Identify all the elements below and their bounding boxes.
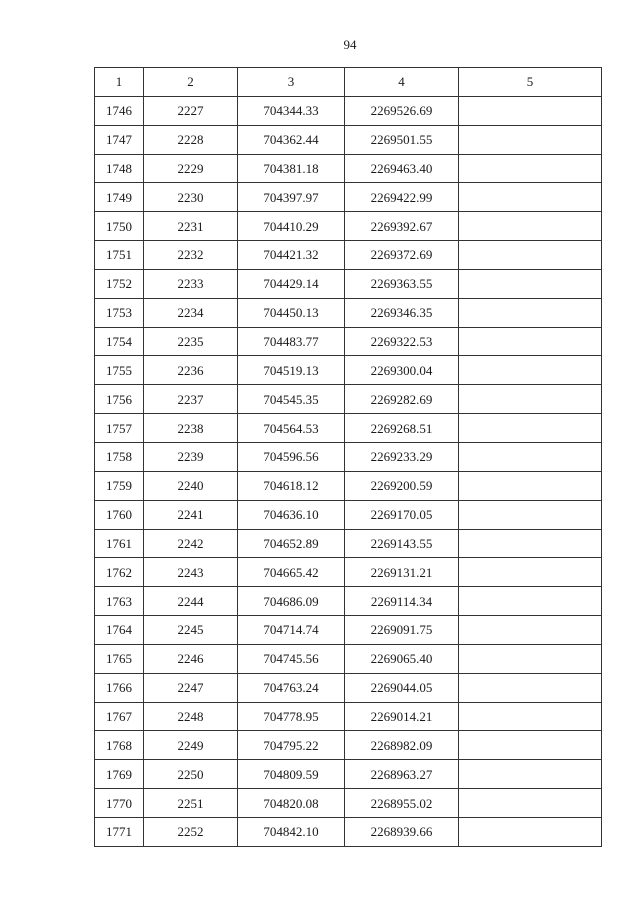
table-cell: 2229 xyxy=(144,154,238,183)
table-cell: 704397.97 xyxy=(238,183,345,212)
table-cell: 1757 xyxy=(95,414,144,443)
table-cell: 1769 xyxy=(95,760,144,789)
table-cell: 2250 xyxy=(144,760,238,789)
table-row xyxy=(95,587,602,616)
table-cell: 1750 xyxy=(95,212,144,241)
table-cell: 2269363.55 xyxy=(345,269,459,298)
table-body xyxy=(95,96,602,846)
table-row xyxy=(95,298,602,327)
table-cell xyxy=(459,644,602,673)
table-cell: 704564.53 xyxy=(238,414,345,443)
table-cell: 1746 xyxy=(95,96,144,125)
table-cell xyxy=(459,96,602,125)
table-row xyxy=(95,212,602,241)
table-cell: 2228 xyxy=(144,125,238,154)
table-cell: 2269014.21 xyxy=(345,702,459,731)
table-row xyxy=(95,673,602,702)
table-row xyxy=(95,500,602,529)
table-cell: 704429.14 xyxy=(238,269,345,298)
table-row xyxy=(95,327,602,356)
table-cell: 1766 xyxy=(95,673,144,702)
table-cell: 1767 xyxy=(95,702,144,731)
table-cell: 1765 xyxy=(95,644,144,673)
table-cell: 2269044.05 xyxy=(345,673,459,702)
table-cell: 2248 xyxy=(144,702,238,731)
table-row xyxy=(95,644,602,673)
table-row xyxy=(95,442,602,471)
table-cell xyxy=(459,241,602,270)
table-cell: 2269268.51 xyxy=(345,414,459,443)
table-cell: 2236 xyxy=(144,356,238,385)
table-cell: 1754 xyxy=(95,327,144,356)
table-cell xyxy=(459,702,602,731)
column-header: 4 xyxy=(345,68,459,97)
table-row xyxy=(95,414,602,443)
table-cell: 704362.44 xyxy=(238,125,345,154)
table-cell: 2269322.53 xyxy=(345,327,459,356)
table-cell xyxy=(459,298,602,327)
table-cell: 2269422.99 xyxy=(345,183,459,212)
table-cell: 704686.09 xyxy=(238,587,345,616)
table-cell: 2243 xyxy=(144,558,238,587)
table-cell: 2269300.04 xyxy=(345,356,459,385)
table-cell: 2269200.59 xyxy=(345,471,459,500)
table-cell: 2238 xyxy=(144,414,238,443)
table-cell: 704809.59 xyxy=(238,760,345,789)
table-cell: 2269065.40 xyxy=(345,644,459,673)
column-header: 5 xyxy=(459,68,602,97)
table-cell: 704842.10 xyxy=(238,817,345,846)
table-cell: 1748 xyxy=(95,154,144,183)
table-cell: 704745.56 xyxy=(238,644,345,673)
table-cell: 1752 xyxy=(95,269,144,298)
table-cell: 704636.10 xyxy=(238,500,345,529)
table-cell xyxy=(459,356,602,385)
table-cell: 2237 xyxy=(144,385,238,414)
table-cell: 704795.22 xyxy=(238,731,345,760)
table-cell: 704763.24 xyxy=(238,673,345,702)
table-cell xyxy=(459,385,602,414)
table-cell: 704652.89 xyxy=(238,529,345,558)
table-row xyxy=(95,385,602,414)
table-cell: 704519.13 xyxy=(238,356,345,385)
table-cell: 704820.08 xyxy=(238,789,345,818)
table-header-row xyxy=(95,68,602,97)
table-cell: 1763 xyxy=(95,587,144,616)
table-row xyxy=(95,760,602,789)
table-row xyxy=(95,558,602,587)
table-cell: 704714.74 xyxy=(238,616,345,645)
table-cell: 2241 xyxy=(144,500,238,529)
table-cell: 1747 xyxy=(95,125,144,154)
table-cell xyxy=(459,327,602,356)
table-cell: 2239 xyxy=(144,442,238,471)
table-cell xyxy=(459,154,602,183)
table-cell: 2269463.40 xyxy=(345,154,459,183)
table-cell: 1759 xyxy=(95,471,144,500)
table-cell: 1761 xyxy=(95,529,144,558)
table-cell: 704665.42 xyxy=(238,558,345,587)
table-cell: 2249 xyxy=(144,731,238,760)
table-cell xyxy=(459,587,602,616)
table-cell: 704421.32 xyxy=(238,241,345,270)
table-cell: 704483.77 xyxy=(238,327,345,356)
table-cell: 704410.29 xyxy=(238,212,345,241)
table-row xyxy=(95,817,602,846)
table-cell xyxy=(459,442,602,471)
table-cell: 1770 xyxy=(95,789,144,818)
table-cell xyxy=(459,212,602,241)
table-cell: 704778.95 xyxy=(238,702,345,731)
table-cell: 704618.12 xyxy=(238,471,345,500)
table-cell xyxy=(459,817,602,846)
table-cell xyxy=(459,183,602,212)
table-cell xyxy=(459,789,602,818)
table-row xyxy=(95,356,602,385)
table-cell xyxy=(459,269,602,298)
column-header: 1 xyxy=(95,68,144,97)
table-cell: 2269233.29 xyxy=(345,442,459,471)
table-cell: 2269372.69 xyxy=(345,241,459,270)
table-cell: 2244 xyxy=(144,587,238,616)
table-cell: 2235 xyxy=(144,327,238,356)
table-cell: 1760 xyxy=(95,500,144,529)
column-header: 2 xyxy=(144,68,238,97)
table-cell: 2227 xyxy=(144,96,238,125)
table-cell: 2269091.75 xyxy=(345,616,459,645)
table-cell: 2269143.55 xyxy=(345,529,459,558)
table-cell xyxy=(459,500,602,529)
table-cell: 2269526.69 xyxy=(345,96,459,125)
table-cell: 2269114.34 xyxy=(345,587,459,616)
table-cell: 2268955.02 xyxy=(345,789,459,818)
table-cell: 2234 xyxy=(144,298,238,327)
table-row xyxy=(95,702,602,731)
table-cell: 1758 xyxy=(95,442,144,471)
column-header: 3 xyxy=(238,68,345,97)
table-cell: 2232 xyxy=(144,241,238,270)
table-cell: 2269501.55 xyxy=(345,125,459,154)
table-cell: 1762 xyxy=(95,558,144,587)
page-number: 94 xyxy=(343,37,357,52)
table-cell: 2269131.21 xyxy=(345,558,459,587)
table-cell xyxy=(459,414,602,443)
table-cell: 2245 xyxy=(144,616,238,645)
table-cell: 704344.33 xyxy=(238,96,345,125)
table-row xyxy=(95,183,602,212)
table-cell: 2268939.66 xyxy=(345,817,459,846)
table-cell: 2230 xyxy=(144,183,238,212)
table-cell xyxy=(459,673,602,702)
table-row xyxy=(95,154,602,183)
table-cell: 2269346.35 xyxy=(345,298,459,327)
table-cell: 2252 xyxy=(144,817,238,846)
table-cell xyxy=(459,125,602,154)
table-cell: 1749 xyxy=(95,183,144,212)
table-cell: 704596.56 xyxy=(238,442,345,471)
table-cell: 1764 xyxy=(95,616,144,645)
table-cell: 1771 xyxy=(95,817,144,846)
table-row xyxy=(95,731,602,760)
table-cell: 1753 xyxy=(95,298,144,327)
table-cell xyxy=(459,731,602,760)
table-row xyxy=(95,471,602,500)
table-cell: 2242 xyxy=(144,529,238,558)
table-cell xyxy=(459,616,602,645)
table-cell: 1751 xyxy=(95,241,144,270)
table-row xyxy=(95,125,602,154)
table-cell xyxy=(459,760,602,789)
table-cell: 1768 xyxy=(95,731,144,760)
table-row xyxy=(95,96,602,125)
table-row xyxy=(95,241,602,270)
table-cell: 2269170.05 xyxy=(345,500,459,529)
table-cell xyxy=(459,558,602,587)
table-cell: 2240 xyxy=(144,471,238,500)
table-row xyxy=(95,269,602,298)
table-cell: 704450.13 xyxy=(238,298,345,327)
table-cell: 2231 xyxy=(144,212,238,241)
table-cell: 2246 xyxy=(144,644,238,673)
table-cell: 704381.18 xyxy=(238,154,345,183)
table-cell: 1755 xyxy=(95,356,144,385)
table-row xyxy=(95,616,602,645)
table-cell xyxy=(459,529,602,558)
table-cell xyxy=(459,471,602,500)
table-cell: 1756 xyxy=(95,385,144,414)
table-cell: 2251 xyxy=(144,789,238,818)
table-cell: 2268982.09 xyxy=(345,731,459,760)
table-cell: 704545.35 xyxy=(238,385,345,414)
table-cell: 2269392.67 xyxy=(345,212,459,241)
table-cell: 2268963.27 xyxy=(345,760,459,789)
table-row xyxy=(95,789,602,818)
table-row xyxy=(95,529,602,558)
coordinates-table xyxy=(94,67,602,847)
table-cell: 2233 xyxy=(144,269,238,298)
table-cell: 2247 xyxy=(144,673,238,702)
table-cell: 2269282.69 xyxy=(345,385,459,414)
